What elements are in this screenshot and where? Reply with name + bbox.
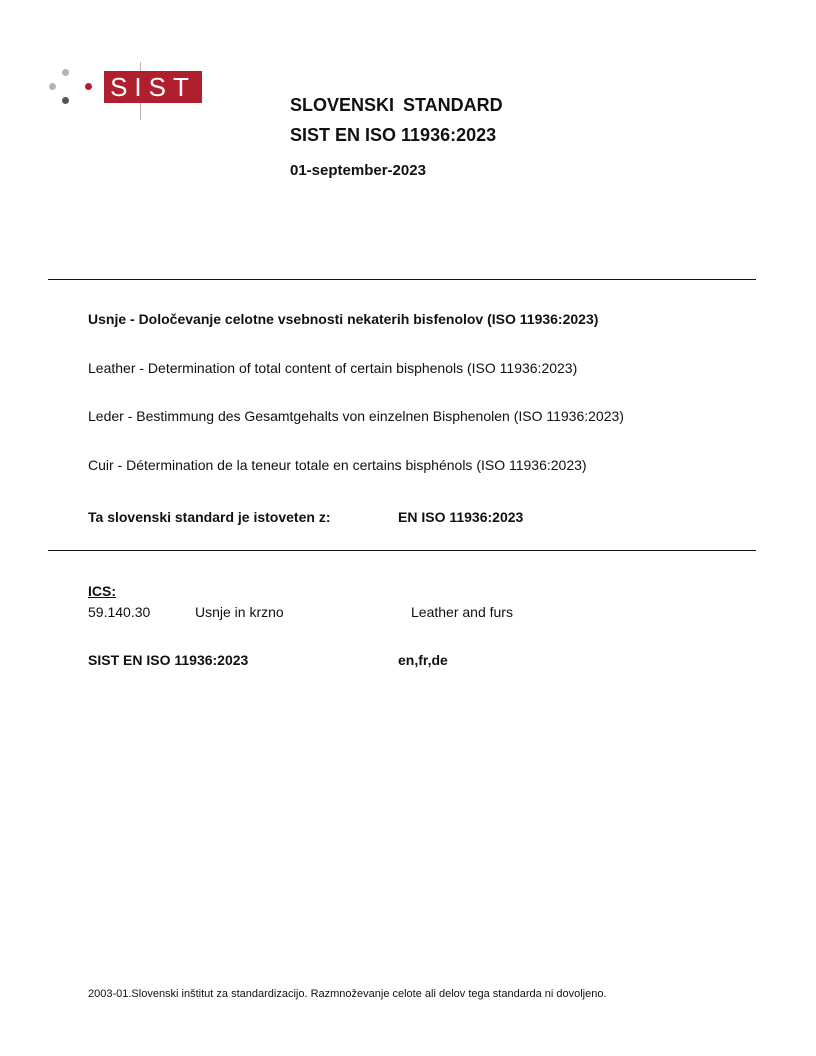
title-german: Leder - Bestimmung des Gesamtgehalts von einzelnen Bisphenolen (ISO 11936:2023): [88, 408, 624, 424]
copyright-footer: 2003-01.Slovenski inštitut za standardizacijo. Razmnoževanje celote ali delov tega standarda ni dovoljeno.: [88, 988, 607, 1000]
logo-dot-icon: [85, 83, 92, 90]
ics-description-sl: Usnje in krzno: [195, 604, 284, 620]
standard-heading: SLOVENSKI STANDARD: [290, 95, 503, 115]
identity-value: EN ISO 11936:2023: [398, 509, 524, 525]
divider-top: [48, 279, 756, 280]
ics-description-en: Leather and furs: [411, 604, 513, 620]
divider-bottom: [48, 550, 756, 551]
standard-number: SIST EN ISO 11936:2023: [290, 125, 497, 145]
title-slovenian: Usnje - Določevanje celotne vsebnosti nekaterih bisfenolov (ISO 11936:2023): [88, 311, 599, 327]
ics-code: 59.140.30: [88, 604, 151, 620]
identity-label: Ta slovenski standard je istoveten z:: [88, 509, 331, 525]
title-french: Cuir - Détermination de la teneur totale en certains bisphénols (ISO 11936:2023): [88, 457, 587, 473]
logo-dot-icon: [62, 69, 69, 76]
logo-dot-icon: [49, 83, 56, 90]
title-english: Leather - Determination of total content of certain bisphenols (ISO 11936:2023): [88, 360, 578, 376]
logo-wordmark: SIST: [104, 71, 202, 103]
ics-label: ICS:: [88, 583, 116, 599]
document-id: SIST EN ISO 11936:2023: [88, 652, 249, 668]
sist-logo: [46, 62, 206, 120]
logo-dot-icon: [62, 97, 69, 104]
document-languages: en,fr,de: [398, 652, 448, 668]
standard-date: 01-september-2023: [290, 162, 426, 179]
